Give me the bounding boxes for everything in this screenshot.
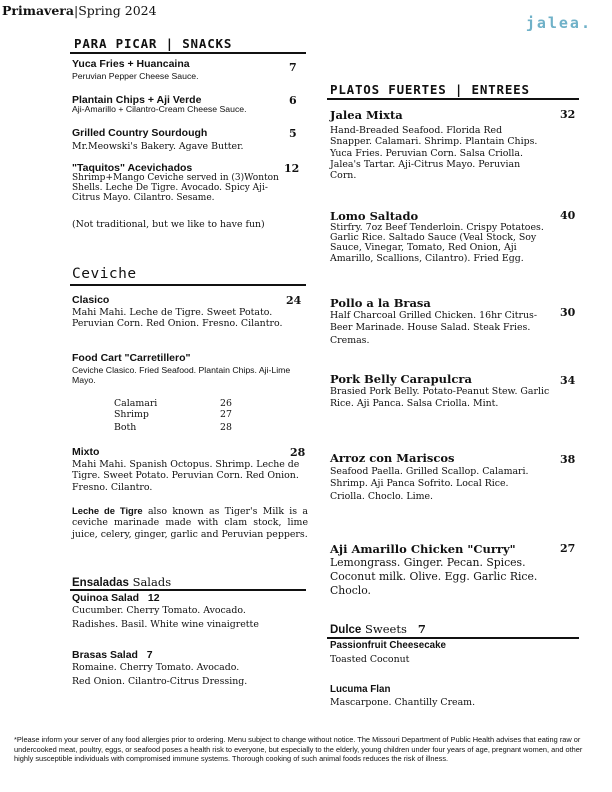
season-separator: | (73, 3, 79, 18)
entree-name: Pork Belly Carapulcra (330, 372, 472, 386)
salads-rule (70, 589, 306, 591)
snack-desc: Mr.Meowski's Bakery. Agave Butter. (72, 141, 244, 152)
option-price: 27 (220, 409, 232, 420)
salad-name-text: Quinoa Salad (72, 592, 140, 604)
snacks-rule (70, 52, 306, 54)
entree-name: Jalea Mixta (330, 108, 403, 122)
entree-desc: Hand-Breaded Seafood. Florida Red Snapper. Calamari. Shrimp. Plantain Chips. Yuca Fries. Peruvian Corn. Salsa Criolla. Jalea's Tartar. Aji-Citrus Mayo. Peruvian Corn. (330, 125, 538, 182)
leche-note-text: also known as Tiger's Milk is a ceviche marinade made with clam stock, lime juice, celery, ginger, garlic and Peruvian peppers. (72, 506, 309, 540)
salad-desc: Red Onion. Cilantro-Citrus Dressing. (72, 676, 248, 687)
sweets-title-rest: Sweets (364, 622, 407, 636)
entrees-rule (327, 98, 579, 100)
ceviche-rule (70, 284, 306, 286)
sweets-price: 7 (417, 622, 426, 636)
option-label: Calamari (114, 398, 158, 409)
salads-title (72, 575, 171, 589)
entree-name: Lomo Saltado (330, 209, 419, 223)
sweet-name: Passionfruit Cheesecake (330, 640, 446, 651)
snack-price: 7 (289, 61, 297, 74)
salad-desc: Cucumber. Cherry Tomato. Avocado. (72, 605, 246, 616)
salad-name (72, 649, 153, 661)
entree-name: Pollo a la Brasa (330, 296, 431, 310)
snack-price: 12 (284, 162, 300, 175)
ceviche-title: Ceviche (72, 266, 137, 282)
snack-name: Yuca Fries + Huancaina (72, 58, 190, 70)
option-label: Both (114, 422, 137, 433)
salad-desc: Radishes. Basil. White wine vinaigrette (72, 619, 259, 630)
entree-name: Arroz con Mariscos (330, 451, 455, 465)
leche-note-term: Leche de Tigre (72, 505, 143, 516)
entrees-title: PLATOS FUERTES | ENTREES (330, 82, 530, 97)
snack-name: Grilled Country Sourdough (72, 127, 208, 139)
brand-logo: jalea. (525, 14, 592, 32)
salad-desc: Romaine. Cherry Tomato. Avocado. (72, 662, 240, 673)
salad-price: 7 (146, 649, 153, 661)
season-name: Primavera (2, 3, 74, 18)
entree-price: 38 (560, 453, 576, 466)
option-label: Shrimp (114, 409, 149, 420)
entree-desc: Lemongrass. Ginger. Pecan. Spices. Coconut milk. Olive. Egg. Garlic Rice. Choclo. (330, 556, 538, 597)
entree-desc: Stirfry. 7oz Beef Tenderloin. Crispy Potatoes. Garlic Rice. Saltado Sauce (Veal Stock, Soy Sauce, Vinegar, Tomato, Red Onion, Aji Amarillo, Scallions, Cilantro). Fried Egg. (330, 222, 544, 264)
sweet-name: Lucuma Flan (330, 684, 391, 695)
ceviche-price: 24 (286, 294, 302, 307)
entree-desc: Seafood Paella. Grilled Scallop. Calamari. Shrimp. Aji Panca Sofrito. Local Rice. Criolla. Choclo. Lime. (330, 466, 529, 502)
salads-title-bold: Ensaladas (72, 577, 129, 589)
snack-price: 5 (289, 127, 297, 140)
ceviche-name: Mixto (72, 446, 100, 458)
entree-price: 30 (560, 306, 576, 319)
ceviche-price: 28 (290, 446, 306, 459)
salad-name-text: Brasas Salad (72, 649, 138, 661)
snack-name: "Taquitos" Acevichados (72, 162, 193, 174)
entree-price: 27 (560, 542, 576, 555)
sweets-title-bold: Dulce (330, 624, 362, 636)
salad-price: 12 (147, 592, 160, 604)
season-label (2, 3, 157, 18)
snacks-note: (Not traditional, but we like to have fun) (72, 219, 265, 230)
entree-desc: Brasied Pork Belly. Potato-Peanut Stew. Garlic Rice. Aji Panca. Salsa Criolla. Mint. (330, 386, 550, 410)
snack-name: Plantain Chips + Aji Verde (72, 94, 202, 106)
entree-price: 32 (560, 108, 576, 121)
option-price: 26 (220, 398, 232, 409)
entree-desc: Half Charcoal Grilled Chicken. 16hr Citrus-Beer Marinade. House Salad. Steak Fries. Cremas. (330, 310, 538, 346)
ceviche-desc: Mahi Mahi. Leche de Tigre. Sweet Potato. Peruvian Corn. Red Onion. Fresno. Cilantro. (72, 307, 283, 330)
entree-price: 40 (560, 209, 576, 222)
snack-desc: Peruvian Pepper Cheese Sauce. (72, 71, 199, 81)
snack-desc: Aji-Amarillo + Cilantro-Cream Cheese Sauce. (72, 104, 247, 114)
season-year: Spring 2024 (78, 3, 157, 18)
sweet-desc: Mascarpone. Chantilly Cream. (330, 697, 476, 708)
ceviche-desc: Ceviche Clasico. Fried Seafood. Plantain Chips. Aji-Lime Mayo. (72, 365, 291, 385)
allergy-disclaimer: *Please inform your server of any food allergies prior to ordering. Menu subject to change without notice. The Missouri Department of Public Health advises that eating raw or undercooked meat, poultry, eggs, or seafood poses a health risk to everyone, but especially to the elderly, young children under four years of age, pregnant women, and other highly susceptible individuals with compromised immune systems. Thorough cooking of such animal foods reduces the risk of illness. (14, 735, 583, 763)
option-price: 28 (220, 422, 232, 433)
entree-price: 34 (560, 374, 576, 387)
snack-desc: Shrimp+Mango Ceviche served in (3)Wonton Shells. Leche De Tigre. Avocado. Spicy Aji-Citrus Mayo. Cilantro. Sesame. (72, 173, 279, 204)
entree-name: Aji Amarillo Chicken "Curry" (330, 542, 516, 556)
ceviche-name: Clasico (72, 294, 110, 306)
snacks-title: PARA PICAR | SNACKS (74, 36, 233, 51)
leche-note (72, 505, 308, 540)
ceviche-name: Food Cart "Carretillero" (72, 352, 191, 364)
sweet-desc: Toasted Coconut (330, 654, 410, 665)
sweets-title (330, 622, 426, 636)
salads-title-rest: Salads (132, 575, 172, 589)
snack-price: 6 (289, 94, 297, 107)
salad-name (72, 592, 160, 604)
sweets-rule (327, 637, 579, 639)
ceviche-desc: Mahi Mahi. Spanish Octopus. Shrimp. Leche de Tigre. Sweet Potato. Peruvian Corn. Red Onion. Fresno. Cilantro. (72, 459, 300, 493)
